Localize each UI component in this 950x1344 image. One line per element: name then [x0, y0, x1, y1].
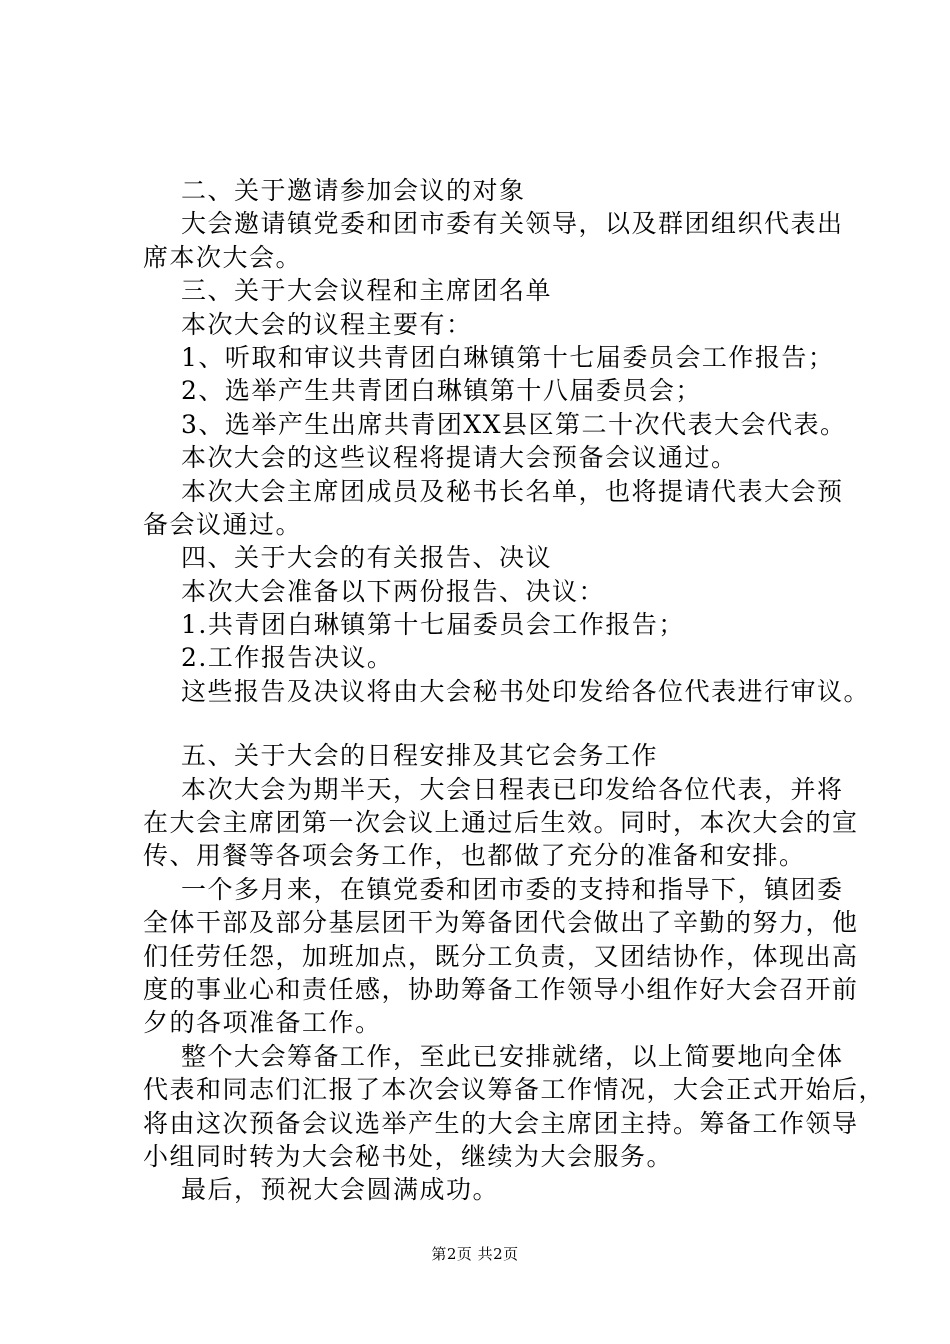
- paragraph-line: 全体干部及部分基层团干为筹备团代会做出了辛勤的努力，他: [143, 908, 859, 938]
- paragraph-line: 夕的各项准备工作。: [143, 1008, 382, 1038]
- paragraph-line: 将由这次预备会议选举产生的大会主席团主持。筹备工作领导: [143, 1108, 859, 1138]
- paragraph-line: 席本次大会。: [143, 242, 303, 272]
- paragraph-line: 传、用餐等各项会务工作，也都做了充分的准备和安排。: [143, 841, 806, 871]
- paragraph-line: 大会邀请镇党委和团市委有关领导，以及群团组织代表出: [181, 209, 844, 239]
- paragraph-line: 代表和同志们汇报了本次会议筹备工作情况，大会正式开始后，: [143, 1075, 886, 1105]
- section-heading-reports: 四、关于大会的有关报告、决议: [181, 543, 553, 573]
- list-item: 3、选举产生出席共青团XX县区第二十次代表大会代表。: [181, 409, 847, 439]
- paragraph-line: 本次大会准备以下两份报告、决议：: [181, 576, 606, 606]
- section-heading-invitees: 二、关于邀请参加会议的对象: [181, 176, 526, 205]
- list-item: 1.共青团白琳镇第十七届委员会工作报告；: [181, 610, 685, 640]
- paragraph-line: 本次大会为期半天，大会日程表已印发给各位代表，并将: [181, 774, 844, 804]
- list-item: 2.工作报告决议。: [181, 643, 394, 673]
- section-heading-agenda: 三、关于大会议程和主席团名单: [181, 276, 553, 306]
- paragraph-line: 整个大会筹备工作，至此已安排就绪，以上简要地向全体: [181, 1041, 844, 1071]
- paragraph-line: 本次大会的这些议程将提请大会预备会议通过。: [181, 443, 738, 473]
- list-item: 1、听取和审议共青团白琳镇第十七届委员会工作报告；: [181, 342, 835, 372]
- section-heading-schedule: 五、关于大会的日程安排及其它会务工作: [181, 741, 659, 771]
- list-item: 2、选举产生共青团白琳镇第十八届委员会；: [181, 376, 702, 406]
- paragraph-line: 一个多月来，在镇党委和团市委的支持和指导下，镇团委: [181, 874, 844, 904]
- paragraph-line: 在大会主席团第一次会议上通过后生效。同时，本次大会的宣: [143, 808, 859, 838]
- closing-line: 最后，预祝大会圆满成功。: [181, 1175, 500, 1205]
- paragraph-line: 这些报告及决议将由大会秘书处印发给各位代表进行审议。: [181, 676, 871, 706]
- document-body: [143, 174, 886, 1207]
- paragraph-line: 本次大会的议程主要有：: [181, 309, 473, 339]
- paragraph-line: 小组同时转为大会秘书处，继续为大会服务。: [143, 1141, 674, 1171]
- page-number-footer: 第2页 共2页: [431, 1245, 519, 1263]
- paragraph-line: 们任劳任怨，加班加点，既分工负责，又团结协作，体现出高: [143, 941, 859, 971]
- paragraph-line: 备会议通过。: [143, 509, 303, 539]
- paragraph-line: 本次大会主席团成员及秘书长名单，也将提请代表大会预: [181, 476, 844, 506]
- paragraph-line: 度的事业心和责任感，协助筹备工作领导小组作好大会召开前: [143, 974, 859, 1004]
- paragraph-spacer: [143, 708, 843, 739]
